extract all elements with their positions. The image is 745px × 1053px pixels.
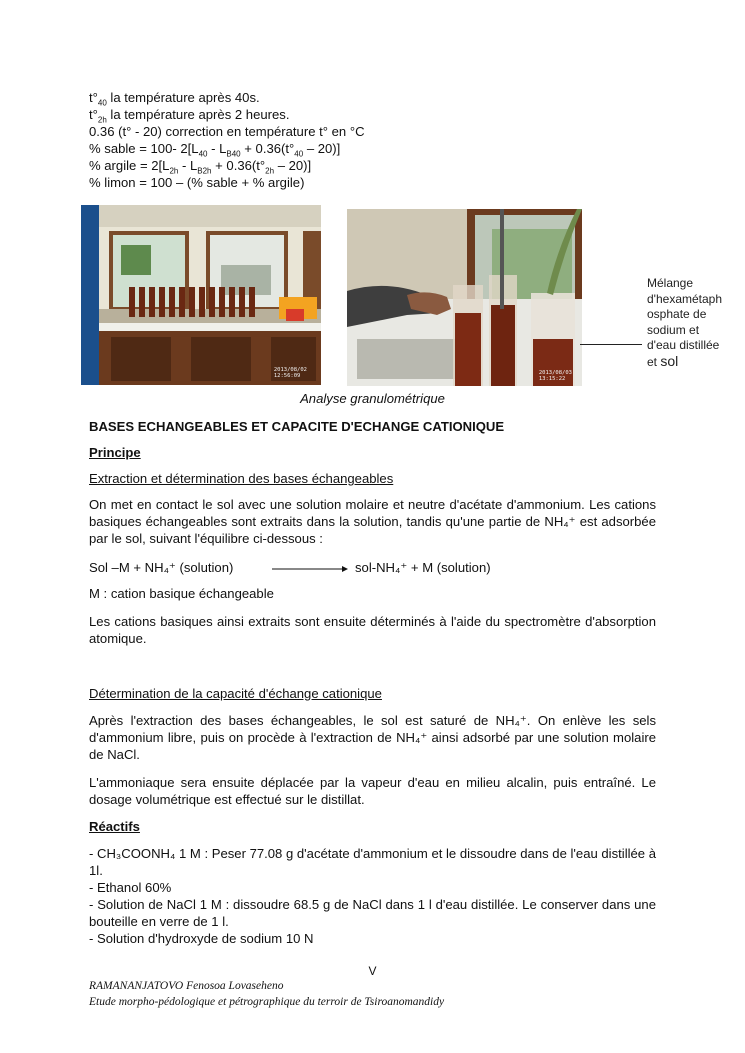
- hydrometer-illustration: [347, 209, 582, 386]
- reactifs-heading: Réactifs: [89, 819, 140, 834]
- section-title: BASES ECHANGEABLES ET CAPACITE D'ECHANGE CATIONIQUE: [89, 419, 505, 434]
- equation-right: sol-NH₄⁺ + M (solution): [355, 560, 491, 575]
- formula-argile: % argile = $2[L_{2h} - L_{B2h} + 0.36(t^\circ_{2h} - 20)]$: [89, 158, 312, 176]
- reagent-naoh: - Solution d'hydroxyde de sodium 10 N: [89, 931, 314, 946]
- figure-caption: Analyse granulométrique: [300, 391, 445, 406]
- formula-t40: $t^\circ_{40}$ la température après 40s.: [89, 90, 260, 108]
- hydrometer-photo: [347, 209, 582, 386]
- lab-bench-photo: [81, 205, 321, 385]
- reagent-ethanol: - Ethanol 60%: [89, 880, 172, 895]
- formula-correction: 0.36 (t° - 20) correction en température t° en °C: [89, 124, 365, 139]
- paragraph-ammoniaque: L'ammoniaque sera ensuite déplacée par la vapeur d'eau en milieu alcalin, puis entraîné. Le dosage volumétrique est effectué sur le distillat.: [89, 775, 656, 807]
- formula-t2h: $t^\circ_{2h}$ la température après 2 heures.: [89, 107, 290, 125]
- paragraph-cec: Après l'extraction des bases échangeables, le sol est saturé de NH₄⁺. On enlève les sels d'ammonium libre, puis on procède à l'extraction de NH₄⁺ ainsi adsorbé par une solution molaire de NaCl.: [89, 713, 656, 762]
- footer-thesis-title: Etude morpho-pédologique et pétrographique du terroir de Tsiroanomandidy: [89, 996, 445, 1008]
- side-caption-line: et sol: [647, 352, 679, 369]
- formula-limon: % limon = 100 – (% sable + % argile): [89, 175, 305, 190]
- side-caption-line: sodium et: [647, 322, 700, 337]
- paragraph-cations: Les cations basiques ainsi extraits sont ensuite déterminés à l'aide du spectromètre d'absorption atomique.: [89, 614, 656, 646]
- m-definition: M : cation basique échangeable: [89, 586, 274, 601]
- side-caption-line: d'hexamétaph: [647, 291, 723, 306]
- reagent-nacl: - Solution de NaCl 1 M : dissoudre 68.5 g de NaCl dans 1 l d'eau distillée. Le conserver dans une bouteille en verre de 1 l.: [89, 897, 656, 929]
- reagent-acetate: - CH₃COONH₄ 1 M : Peser 77.08 g d'acétate d'ammonium et le dissoudre dans de l'eau distillée à 1l.: [89, 846, 656, 878]
- side-caption-line: osphate de: [647, 307, 707, 321]
- lab-bench-illustration: [81, 205, 321, 385]
- photo-timestamp-2: 2013/08/03 13:15:22: [538, 370, 572, 382]
- figure-side-caption: [647, 276, 743, 370]
- extraction-heading: Extraction et détermination des bases échangeables: [89, 471, 394, 486]
- page-number: V: [368, 964, 377, 978]
- caption-pointer-line: [580, 344, 642, 345]
- side-caption-line: d'eau distillée: [647, 338, 720, 352]
- side-caption-line: Mélange: [647, 276, 694, 290]
- equation-arrow-icon: [272, 564, 348, 574]
- equation-left: Sol –M + NH₄⁺ (solution): [89, 560, 234, 575]
- formula-sable: % sable = 100- $2[L_{40} - L_{B40} + 0.36(t^\circ_{40} - 20)]$: [89, 141, 341, 159]
- principe-heading: Principe: [89, 445, 141, 460]
- paragraph-extraction: On met en contact le sol avec une solution molaire et neutre d'acétate d'ammonium. Les cations basiques échangeables sont extraits dans la solution, tandis qu'une partie de NH₄⁺ est adsorbée par le sol, suivant l'équilibre ci-dessous :: [89, 497, 656, 546]
- footer-author: RAMANANJATOVO Fenosoa Lovaseheno: [89, 980, 284, 992]
- photo-timestamp-1: 2013/08/02 12:56:09: [273, 367, 307, 379]
- cec-heading: Détermination de la capacité d'échange cationique: [89, 686, 382, 701]
